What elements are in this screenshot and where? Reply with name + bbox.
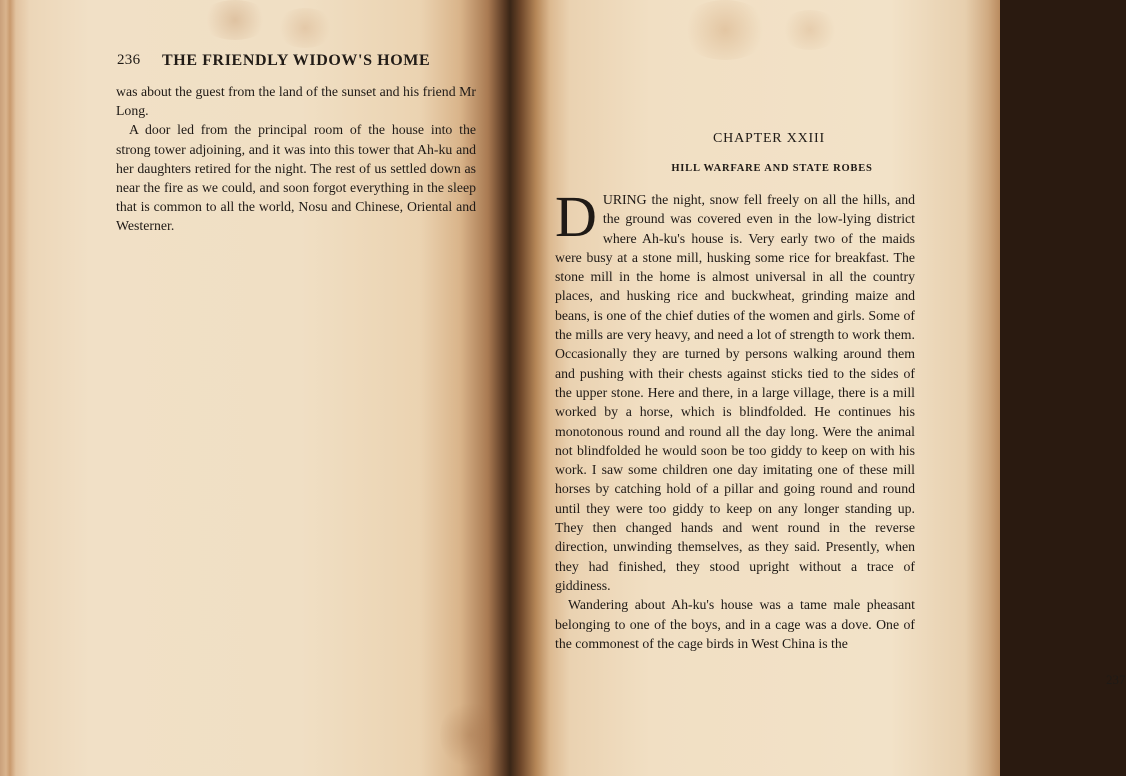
paragraph: Wandering about Ah-ku's house was a tame male pheasant belonging to one of the boys, and in a cage was a dove. One of the commonest of the cage birds in West China is the [555,597,915,651]
foxing-stain [275,8,335,48]
left-page [0,0,510,776]
paragraph [555,184,915,595]
foxing-stain [440,700,500,770]
chapter-number: CHAPTER XXIII [713,131,825,146]
body-text [555,184,915,653]
paragraph: was about the guest from the land of the sunset and his friend Mr Long. [116,84,476,119]
running-head: THE FRIENDLY WIDOW'S HOME [162,52,431,69]
foxing-stain [780,10,840,50]
paragraph: A door led from the principal room of the house into the strong tower adjoining, and it was into this tower that Ah-ku and her daughters retired for the night. The rest of us settled down as near the fire as we could, and soon forgot everything in the sleep that is common to all the world, Nosu and Chinese, Oriental and Westerner. [116,122,476,234]
page-number: 236 [117,52,141,68]
chapter-title: HILL WARFARE AND STATE ROBES [671,163,873,174]
foxing-stain [200,0,270,40]
paragraph-text: the night, snow fell freely on all the hills, and the ground was covered even in the low-lying district where Ah-ku's house is. Very early two of the maids were busy at a stone mill, husking some rice for breakfast. The stone mill in the home is almost universal in all the country places, and husking rice and buckwheat, grinding maize and beans, is one of the chief duties of the women and girls. Some of the mills are very heavy, and need a lot of strength to work them. Occasionally they are turned by persons walking around them and pushing with their chests against sticks tied to the sides of the upper stone. Here and there, in a large village, there is a mill worked by a horse, which is blindfolded. He continues his monotonous round and round all the day long. Were the animal not blindfolded he would soon be too giddy to keep on with his work. I saw some children one day imitating one of these mill horses by catching hold of a pillar and going round and round until they were too giddy to keep on any longer standing up. They then changed hands and went round in the reverse direction, unwinding themselves, as they said. Presently, when they had finished, they stood upright without a trace of giddiness. [555,192,915,593]
body-text [116,82,476,236]
page-number: 237 [1106,672,1126,687]
foxing-stain [680,0,770,60]
drop-cap-continuation: URING [602,192,647,207]
drop-cap: D [555,184,597,249]
